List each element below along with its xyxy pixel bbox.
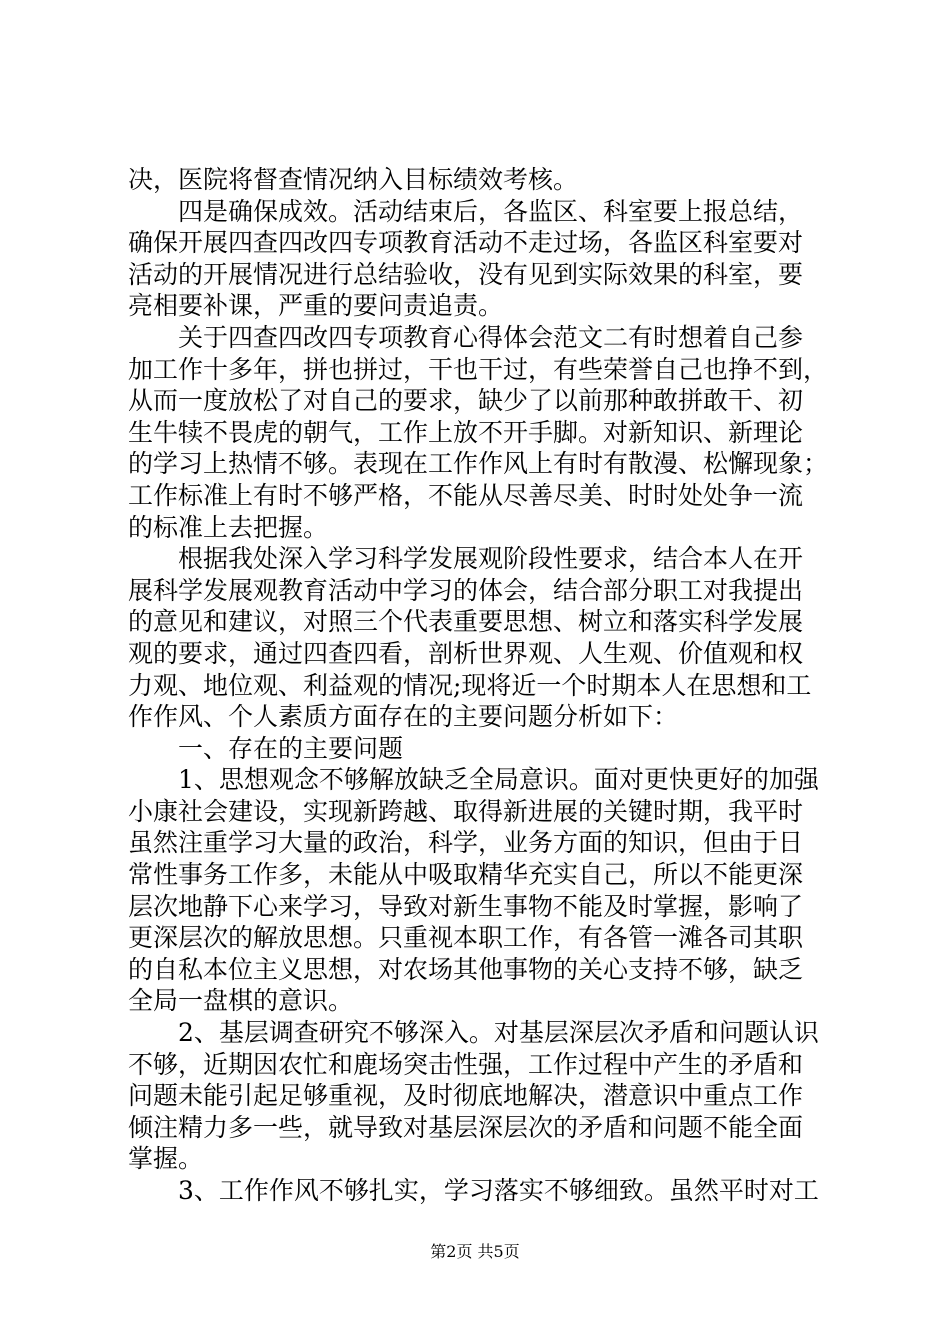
text-line: 观的要求，通过四查四看，剖析世界观、人生观、价值观和权 bbox=[128, 638, 804, 668]
text-line: 根据我处深入学习科学发展观阶段性要求，结合本人在开 bbox=[128, 544, 804, 574]
text-line: 力观、地位观、利益观的情况;现将近一个时期本人在思想和工 bbox=[128, 670, 812, 700]
text-line: 不够，近期因农忙和鹿场突击性强，工作过程中产生的矛盾和 bbox=[128, 1049, 804, 1079]
text-line: 亮相要补课，严重的要问责追责。 bbox=[128, 291, 504, 321]
text-line: 虽然注重学习大量的政治，科学，业务方面的知识，但由于日 bbox=[128, 828, 804, 858]
text-line: 3、工作作风不够扎实，学习落实不够细致。虽然平时对工 bbox=[128, 1176, 819, 1205]
page-footer: 第2页 共5页 bbox=[430, 1242, 520, 1261]
text-line: 层次地静下心来学习，导致对新生事物不能及时掌握，影响了 bbox=[128, 891, 804, 921]
text-line: 常性事务工作多，未能从中吸取精华充实自己，所以不能更深 bbox=[128, 860, 804, 890]
text-line: 加工作十多年，拼也拼过，干也干过，有些荣誉自己也挣不到， bbox=[128, 354, 829, 384]
text-line: 确保开展四查四改四专项教育活动不走过场，各监区科室要对 bbox=[128, 228, 804, 258]
text-line: 更深层次的解放思想。只重视本职工作，有各管一滩各司其职 bbox=[128, 923, 804, 953]
text-line: 的标准上去把握。 bbox=[128, 512, 329, 542]
text-line: 展科学发展观教育活动中学习的体会，结合部分职工对我提出 bbox=[128, 575, 804, 605]
text-line: 问题未能引起足够重视，及时彻底地解决，潜意识中重点工作 bbox=[128, 1081, 804, 1111]
text-line: 从而一度放松了对自己的要求，缺少了以前那种敢拼敢干、初 bbox=[128, 386, 804, 416]
text-line: 工作标准上有时不够严格，不能从尽善尽美、时时处处争一流 bbox=[128, 480, 804, 510]
text-line: 作作风、个人素质方面存在的主要问题分析如下： bbox=[128, 702, 679, 732]
text-line: 掌握。 bbox=[128, 1144, 204, 1174]
text-line: 的意见和建议，对照三个代表重要思想、树立和落实科学发展 bbox=[128, 607, 804, 637]
text-line: 一、存在的主要问题 bbox=[128, 733, 404, 763]
text-line: 的学习上热情不够。表现在工作作风上有时有散漫、松懈现象； bbox=[128, 449, 829, 479]
text-line: 活动的开展情况进行总结验收，没有见到实际效果的科室，要 bbox=[128, 259, 804, 289]
text-line: 的自私本位主义思想，对农场其他事物的关心支持不够，缺乏 bbox=[128, 954, 804, 984]
text-line: 1、思想观念不够解放缺乏全局意识。面对更快更好的加强 bbox=[128, 765, 819, 795]
text-line: 全局一盘棋的意识。 bbox=[128, 986, 354, 1016]
text-line: 决，医院将督查情况纳入目标绩效考核。 bbox=[128, 165, 579, 194]
body-text bbox=[128, 164, 848, 1207]
text-line: 小康社会建设，实现新跨越、取得新进展的关键时期，我平时 bbox=[128, 796, 804, 826]
text-line: 四是确保成效。活动结束后，各监区、科室要上报总结， bbox=[128, 196, 804, 226]
text-line: 关于四查四改四专项教育心得体会范文二有时想着自己参 bbox=[128, 322, 804, 352]
text-line: 2、基层调查研究不够深入。对基层深层次矛盾和问题认识 bbox=[128, 1018, 819, 1048]
text-line: 倾注精力多一些，就导致对基层深层次的矛盾和问题不能全面 bbox=[128, 1112, 804, 1142]
text-line: 生牛犊不畏虎的朝气，工作上放不开手脚。对新知识、新理论 bbox=[128, 417, 804, 447]
